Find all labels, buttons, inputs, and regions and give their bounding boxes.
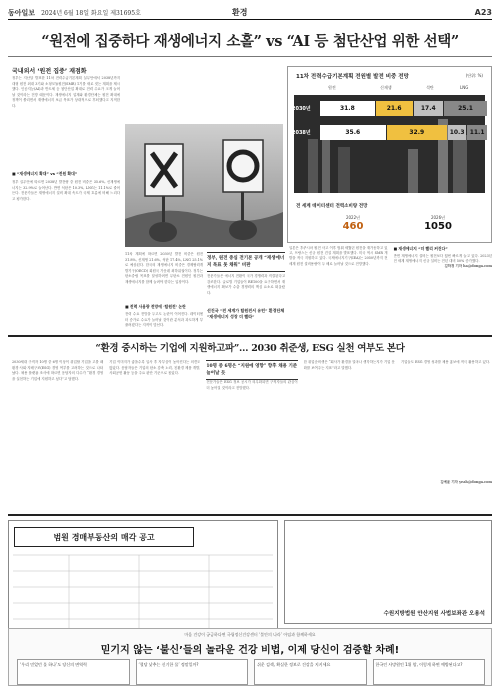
- bar-segment: 17.4: [414, 101, 443, 116]
- headline-divider: [8, 56, 492, 57]
- auction-notice-title: 범원 경매부동산의 매각 공고: [14, 527, 194, 547]
- article-subhead: ■ 전력 사용량 전망에 ‘탈원전’ 논란: [125, 304, 186, 309]
- datacenter-2026: [408, 215, 468, 232]
- ad-boxes: [17, 659, 485, 685]
- section2-headline: “환경 중시하는 기업에 지원하고파”… 2030 취준생, ESG 실천 여부도 본다: [95, 343, 405, 354]
- article-body: 2030세대 구직자 10명 중 6명 이상이 취업할 기업을 고를 때 환경·사회·지배구조(ESG) 경영 여부를 고려하는 것으로 나타났다. 채용 플랫폼 조사에 따르면 응답자의 다수가 “환경 경영을 실천하는 기업에 지원하고 싶다”고 답했다.: [12, 360, 104, 381]
- article-column-4: [289, 246, 492, 332]
- pull-quote: 정부, 원전 중심 전기본 공개 “재생에너지 목표 못 채워” 비판: [207, 252, 285, 272]
- category-label: 2030년: [292, 106, 311, 112]
- article-body: 정부 실무안에 따르면 2038년 발전량 중 원전 비중은 35.6%, 신재생에너지는 32.9%로 늘어난다. 반면 석탄은 10.3%, LNG는 11.1%로 줄어든다. 전문가들은 재생에너지 설비 확대 속도가 국제 흐름에 비해 느리다고 평가한다.: [12, 180, 120, 201]
- article-body: 전문가들은 ESG 정보 공시가 의무화되면 구직자들의 관심이 더 높아질 것이라고 전망했다.: [206, 380, 298, 390]
- legend-item: 석탄: [426, 85, 434, 90]
- byline: 김예윤 기자 yeah@donga.com: [440, 480, 493, 484]
- value-label: 460: [342, 221, 364, 232]
- ad-box: 한국인 사망원인 1위 암, 이렇게 하면 예방된다고?: [373, 659, 486, 685]
- newspaper-name: 동아일보: [8, 8, 36, 17]
- article-column-1: [12, 76, 120, 326]
- chart-box: [287, 66, 492, 243]
- article-body: 11차 계획에 따르면 2030년 발전 비중은 원전 31.8%, 신재생 21.6%, 석탄 17.4%, LNG 25.1%로 예상된다. 한국의 재생에너지 비중은 경제협력개발기구(OECD) 회원국 가운데 최하위권이다. 정부는 탄소중립 목표를 달성하려면 무탄소 전원인 원전과 재생에너지를 함께 늘려야 한다는 입장이다.: [125, 252, 203, 284]
- article-body: 한 취업준비생은 “회사가 환경을 얼마나 생각하는지가 기업 문화를 보여주는 지표”라고 말했다.: [303, 360, 395, 370]
- ad-box: ‘혈당 낮추는 신기한 물’ 정말일까?: [136, 659, 249, 685]
- article-body: 전력 수요 전망을 두고도 논란이 이어진다. 데이터센터 증가로 수요가 늘어날 것이란 분석과 과도하게 부풀려졌다는 지적이 맞선다.: [125, 312, 203, 328]
- article-body: 기업 이미지가 좋을수록 입사 후 자부심이 높아진다는 의견도 많았다. 응답자들은 기업의 탄소 감축 노력, 친환경 제품 개발, 사회공헌 활동 등을 주요 판단 기준으로 꼽았다.: [109, 360, 201, 376]
- byline: 김하경 기자 ha@donga.com: [444, 264, 492, 269]
- issue-date: 2024년 6월 18일 화요일 제31695호: [41, 10, 141, 17]
- ad-tagline: 마음 건강이 궁금하다면 국립정신건강센터 ‘불안의 나라’ 아임과 함께하세요: [184, 632, 316, 637]
- article-kicker: 국내외서 ‘원전 집중’ 재점화: [12, 68, 87, 75]
- article-body: 기업들도 ESG 경영 성과를 채용 홍보에 적극 활용하고 있다.: [400, 360, 491, 364]
- bar-segment: 35.6: [320, 125, 386, 140]
- ad-box: ‘우리 믿었던 물 하나’도 당신의 면역력: [17, 659, 130, 685]
- pull-quote: 선진국 “전 세계가 탈원전서 유턴” 환경단체 “재생에너지 성장 더 빨라”: [207, 308, 285, 319]
- value-label: 1050: [424, 221, 452, 232]
- bar-segment: 25.1: [444, 101, 487, 116]
- category-label: 2038년: [292, 130, 311, 136]
- article-body: 일본은 후쿠시마 원전 사고 이후 멈춰 세웠던 원전을 재가동하고 있고, 프랑스는 신규 원전 건설 계획을 발표했다. 미국 역시 SMR 개발을 적극 지원하고 있다. 국제에너지기구(IEA)는 2050년까지 전 세계 원전 설비용량이 두 배로 늘어날 것으로 전망했다.: [289, 246, 388, 266]
- ad-slogan: 믿기지 않는 ‘불신’들의 놀라운 건강 비법, 이제 당신이 검증할 차례!: [100, 645, 400, 656]
- article-photo: [125, 124, 283, 247]
- article-body: 정부는 지난달 발표한 11차 전력수급기본계획 실무안에서 2038년까지 대형 원전 최대 3기와 소형모듈원전(SMR) 1기를 새로 짓는 계획을 제시했다. 인공지능(AI)과 반도체 등 첨단산업 확대로 전력 수요가 크게 늘어날 것이라는 전망 때문이다. 재생에너지 업계와 환경단체는 원전 확대에 정책이 쏠리면서 재생에너지 보급 목표가 상대적으로 후퇴했다고 지적한다.: [12, 76, 120, 108]
- chart-title: 11차 전력수급기본계획 전원별 발전 비중 전망: [296, 74, 409, 80]
- bar-segment: 21.6: [376, 101, 413, 116]
- section-divider: [8, 335, 492, 337]
- article-body: 반면 재생에너지 설비는 원전보다 훨씬 빠르게 늘고 있다. 2023년 전 세계 재생에너지 신규 설비는 전년 대비 50% 증가했다.: [393, 254, 492, 264]
- section-divider: [8, 514, 492, 516]
- bottom-advertisement: [8, 628, 492, 686]
- section2-col5: [401, 360, 492, 510]
- pull-quote: 10명 중 6명은 “지원에 영향” 향후 채용 기준 늘어날 듯: [206, 360, 297, 380]
- article-subhead: ■ “재생에너지 확대” vs “전원 확대”: [12, 171, 78, 176]
- court-signature: 수원지방법원 안산지원 사법보좌관 오용석: [383, 611, 485, 617]
- bar-segment: 11.1: [467, 125, 487, 140]
- datacenter-2022: [328, 215, 378, 232]
- year-label: 2022년: [345, 215, 361, 220]
- section2-body: [12, 360, 492, 510]
- year-label: 2026년: [430, 215, 446, 220]
- legend-item: 신재생: [380, 85, 392, 90]
- second-chart-title: 전 세계 데이터센터 전력소비량 전망: [296, 204, 368, 209]
- chart-unit: (단위: %): [465, 73, 483, 78]
- section-name: 환경: [232, 8, 248, 17]
- article-column-3: [207, 252, 285, 332]
- bar-segment: 10.3: [448, 125, 466, 140]
- bar-segment: 31.8: [320, 101, 375, 116]
- legend-item: 원전: [328, 85, 336, 90]
- ad-box: 쉬운 검색, 확실한 정보로 건강을 지키세요: [254, 659, 367, 685]
- article-body: 전문가들은 에너지 전환이 국가 경쟁력과 직결된다고 강조한다. 글로벌 기업들이 RE100을 요구하면서 재생에너지 확보가 수출 경쟁력의 핵심 요소로 떠올랐다.: [207, 274, 285, 295]
- article-subhead: ■ 재생에너지 “더 빨리 커진다”: [393, 246, 448, 251]
- main-headline: “원전에 집중하다 재생에너지 소홀” vs “AI 등 첨단산업 위한 선택”: [41, 33, 459, 50]
- page-number: A23: [474, 8, 492, 17]
- masthead: [8, 6, 492, 20]
- legend-item: LNG: [460, 85, 469, 90]
- section2-col3: [206, 360, 297, 510]
- article-column-2: [125, 252, 203, 332]
- court-notice: [284, 520, 492, 624]
- bar-segment: 32.9: [387, 125, 447, 140]
